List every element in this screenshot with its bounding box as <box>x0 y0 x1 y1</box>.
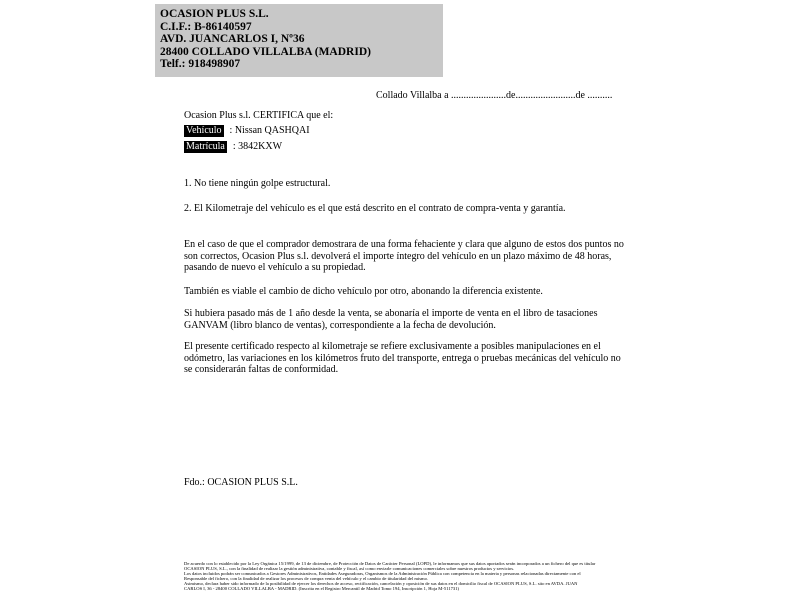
paragraph-exchange: También es viable el cambio de dicho vehículo por otro, abonando la diferencia existente. <box>184 286 543 297</box>
vehicle-value: : Nissan QASHQAI <box>229 125 310 136</box>
plate-line <box>184 141 624 153</box>
signature-line: Fdo.: OCASION PLUS S.L. <box>184 477 298 488</box>
letterhead <box>155 4 443 77</box>
point-1: 1. No tiene ningún golpe estructural. <box>184 178 331 189</box>
paragraph-refund: En el caso de que el comprador demostrara de una forma fehaciente y clara que alguno de estos dos puntos no son correctos, Ocasion Plus s.l. devolverá el importe íntegro del vehículo en un plazo máximo de 48 horas, pasando de nuevo el vehículo a su propiedad. <box>184 239 624 273</box>
paragraph-ganvam: Si hubiera pasado más de 1 año desde la venta, se abonaría el importe de venta en el libro de tasaciones GANVAM (libro blanco de ventas), correspondiente a la fecha de devolución. <box>184 308 598 331</box>
letterhead-city: 28400 COLLADO VILLALBA (MADRID) <box>160 45 371 58</box>
paragraph-odometer: El presente certificado respecto al kilometraje se refiere exclusivamente a posibles manipulaciones en el odómetro, las variaciones en los kilómetros fruto del transporte, entrega o pruebas mecánicas del vehículo no se considerarán faltas de conformidad. <box>184 341 621 375</box>
vehicle-line <box>184 125 624 137</box>
letterhead-phone: Telf.: 918498907 <box>160 58 241 71</box>
date-line: Collado Villalba a ......................de........................de .......... <box>376 90 613 101</box>
legal-footer-line: OCASION PLUS, S.L., con la finalidad de realizar la gestión administrativa, contable y fiscal, así como enviarle comunicaciones comerciales sobre nuestros productos y servicios. <box>184 566 515 572</box>
legal-footer-line: Los datos incluidos podrán ser comunicados a Gestores Administrativos, Entidades Aseguradoras, Organismos de la Administración Pública con competencia en la materia y personas relacionadas directamente con el <box>184 571 581 577</box>
point-2: 2. El Kilometraje del vehículo es el que está descrito en el contrato de compra-venta y garantía. <box>184 203 566 214</box>
legal-footer-line: Responsable del fichero, con la finalidad de realizar los procesos de compra venta del vehículo y el cambio de titularidad del mismo. <box>184 576 429 582</box>
plate-label: Matrícula <box>186 141 225 152</box>
letterhead-company: OCASION PLUS S.L. <box>160 8 269 20</box>
letterhead-cif: C.I.F.: B-86140597 <box>160 20 252 33</box>
legal-footer-line: CARLOS I, 36 - 28400 COLLADO VILLALBA - MADRID. (Inscrita en el Registro Mercantil de Madrid Tomo 194, Inscripción 1, Hoja M-511731) <box>184 586 460 592</box>
legal-footer <box>184 561 626 592</box>
plate-value: : 3842KXW <box>232 141 283 152</box>
vehicle-label: Vehículo <box>186 125 222 136</box>
certify-intro: Ocasion Plus s.l. CERTIFICA que el: <box>184 110 334 121</box>
legal-footer-line: De acuerdo con lo establecido por la Ley Orgánica 15/1999, de 13 de diciembre, de Protección de Datos de Carácter Personal (LOPD), le informamos que sus datos aportados serán incorporados a un fichero del que es titular <box>184 561 596 566</box>
letterhead-address: AVD. JUANCARLOS I, Nº36 <box>160 33 305 46</box>
legal-footer-line: Asimismo, declara haber sido informado de la posibilidad de ejercer los derechos de acceso, rectificación, cancelación y oposición de sus datos en el domicilio fiscal de OCASION PLUS, S.L. sito en AVDA. JUAN <box>184 581 578 587</box>
